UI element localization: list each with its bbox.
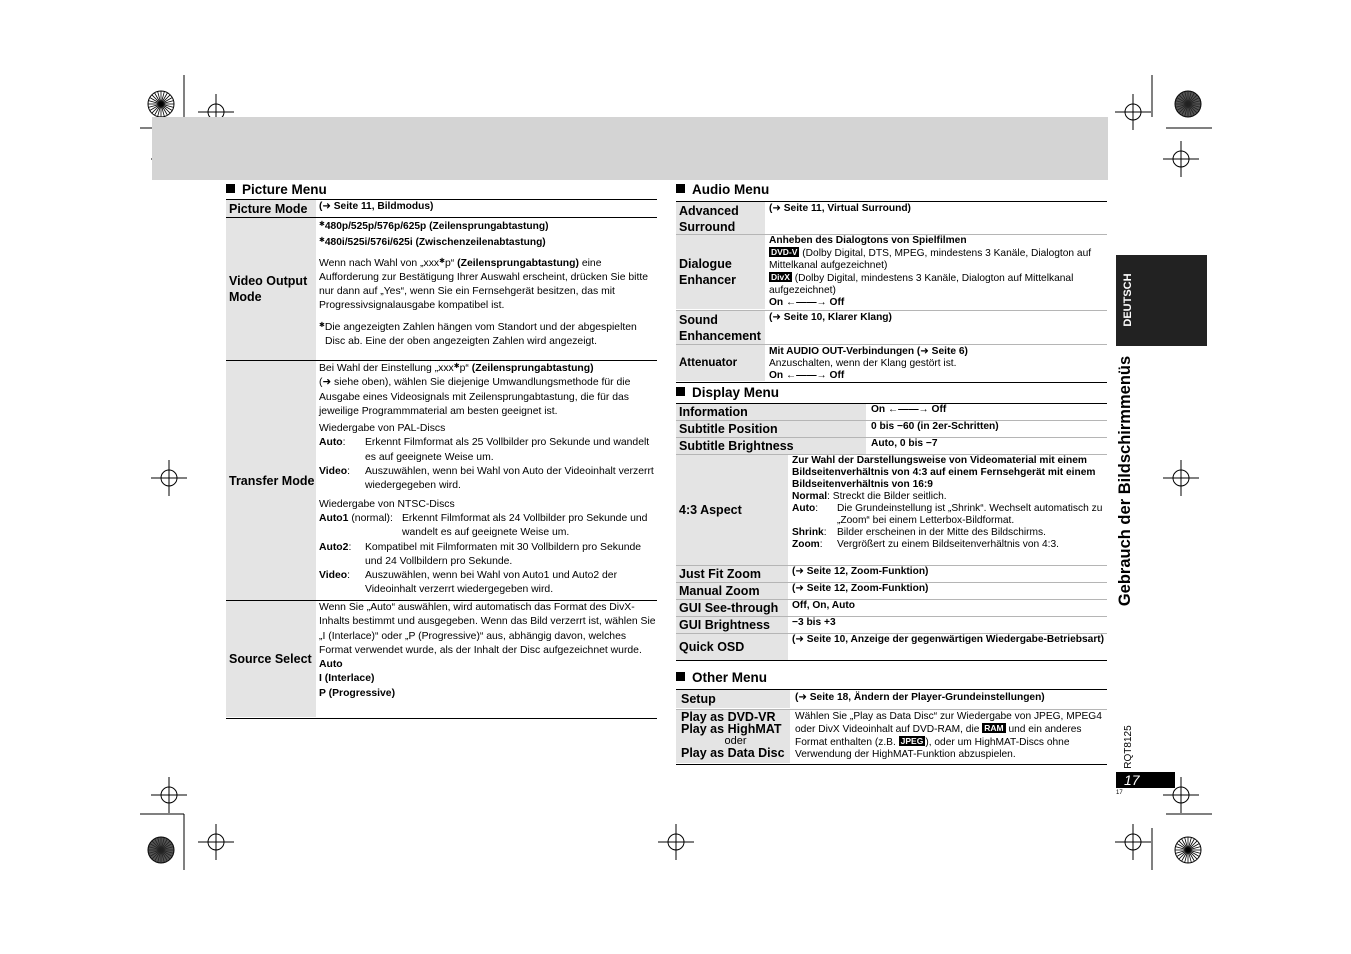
video-output-option-progressive: 480p/525p/576p/625p (Zeilensprungabtastung) (324, 221, 549, 232)
ntsc-heading: Wiedergabe von NTSC-Discs (319, 498, 455, 510)
subtitle-position-label: Subtitle Position (676, 421, 866, 437)
pal-heading: Wiedergabe von PAL-Discs (319, 423, 446, 435)
gui-brightness-label: GUI Brightness (676, 617, 788, 633)
pal-video-row: Video: Auszuwählen, wenn bei Wahl von Auto der Videoinhalt verzerrt wiedergegeben wird. (319, 466, 654, 492)
dialogue-enhancer-label: Dialogue Enhancer (676, 235, 765, 309)
jpeg-badge: JPEG (900, 736, 924, 746)
video-output-note: ✱Die angezeigten Zahlen hängen vom Standort und der abgespielten Disc ab. Eine der oben angezeigten Zahlen wird angezeigt. (319, 321, 637, 348)
header-band (152, 117, 1108, 180)
attenuator-label: Attenuator (676, 345, 765, 381)
ntsc-auto2-row: Auto2: Kompatibel mit Filmformaten mit 30 Vollbildern pro Sekunde und 24 Vollbildern pro Sekunde. (319, 541, 642, 567)
doc-code: RQT8125 (1123, 725, 1134, 769)
ntsc-auto1-row: Auto1 (normal): Erkennt Filmformat als 24 Vollbilder pro Sekunde und wandelt es auf geeignete Weise um. (319, 512, 648, 539)
video-output-mode-label: Video Output Mode (226, 218, 316, 360)
language-tab-label: DEUTSCH (1122, 273, 1134, 327)
transfer-mode-label: Transfer Mode (226, 361, 316, 600)
aspect-label: 4:3 Aspect (676, 455, 788, 565)
play-as-label (676, 710, 790, 763)
information-label: Information (676, 404, 866, 420)
manual-zoom-value: (➜ Seite 12, Zoom-Funktion) (792, 583, 929, 594)
pal-auto-row: Auto: Erkennt Filmformat als 25 Vollbilder pro Sekunde und wandelt es auf geeignete Weise um. (319, 437, 650, 463)
picture-mode-label: Picture Mode (226, 200, 316, 217)
square-bullet-icon (676, 387, 685, 396)
play-as-description: Wählen Sie „Play as Data Disc“ zur Wiedergabe von JPEG, MPEG4 oder DivX Videoinhalt auf DVD-RAM, die RAM und ein anderes Format enthalten (z.B. JPEG ), oder um HighMAT-Discs ohne Verwendung der HighMAT-Funktion abzuspielen. (795, 711, 1102, 760)
source-option-progressive: P (Progressive) (319, 687, 396, 699)
attenuator-onoff: On ←——→ Off (769, 370, 845, 381)
attenuator-content: Mit AUDIO OUT-Verbindungen (➜ Seite 6) Anzuschalten, wenn der Klang gestört ist. On ←——→ Off (769, 346, 1107, 382)
subtitle-position-value: 0 bis −60 (in 2er-Schritten) (871, 421, 999, 432)
dialogue-enhancer-content: Anheben des Dialogtons von Spielfilmen DVD-V (Dolby Digital, DTS, MPEG, mindestens 3 Kanäle, Dialogton auf Mittelkanal aufgezeichnet) DivX (Dolby Digital, mindestens 3 Kanäle, Dialogton auf Mittelkanal aufgezeichnet) On ←——→ Off (769, 235, 1107, 309)
square-bullet-icon (226, 184, 235, 193)
dialogue-onoff: On ←——→ Off (769, 297, 845, 308)
play-as-data-disc: Play as Data Disc (681, 746, 785, 760)
sound-enhancement-value: (➜ Seite 10, Klarer Klang) (769, 312, 892, 323)
setup-value: (➜ Seite 18, Ändern der Player-Grundeinstellungen) (795, 692, 1045, 703)
manual-zoom-label: Manual Zoom (676, 583, 788, 599)
source-option-auto: Auto (319, 659, 343, 671)
dvd-v-badge: DVD-V (771, 247, 798, 257)
subtitle-brightness-label: Subtitle Brightness (676, 438, 866, 454)
divx-badge: DivX (771, 272, 790, 282)
source-select-label: Source Select (226, 601, 316, 717)
setup-label: Setup (676, 690, 790, 708)
video-output-mode-content: ✱480p/525p/576p/625p (Zeilensprungabtastung) ✱480i/525i/576i/625i (Zwischenzeilenabtastung) Wenn nach Wahl von „xxx✱p“ (Zeilensprungabtastung) eine Aufforderung zur Bestätigung Ihrer Auswahl erscheint, drücken Sie bitte nur dann auf „Yes“, wenn Sie ein Fernsehgerät besitzen, das mit Progressivsignalausgabe kompatibel ist. ✱Die angezeigten Zahlen hängen vom Standort und der abgespielten Disc ab. Eine der oben angezeigten Zahlen wird angezeigt. (319, 218, 657, 349)
video-output-option-interlace: 480i/525i/576i/625i (Zwischenzeilenabtastung) (324, 237, 546, 249)
aspect-content: Zur Wahl der Darstellungsweise von Videomaterial mit einem Bildseitenverhältnis von 4:3 auf einem Fernsehgerät mit einem Bildseitenverhältnis von 16:9 Normal: Streckt die Bilder seitlich. Auto: Die Grundeinstellung ist „Shrink“. Wechselt automatisch zu „Zoom“ bei einem Letterbox-Bildformat. Shrink: Bilder erscheinen in der Mitte des Bildschirms. Zoom: Vergrößert zu einem Bildseitenverhältnis von 4:3. (792, 455, 1103, 550)
square-bullet-icon (676, 672, 685, 681)
quick-osd-value: (➜ Seite 10, Anzeige der gegenwärtigen Wiedergabe-Betriebsart) (792, 634, 1105, 645)
source-select-content: Wenn Sie „Auto“ auswählen, wird automatisch das Format des DivX-Inhalts bestimmt und ausgegeben. Wenn das Bild verzerrt ist, wählen Sie „I (Interlace)“ oder „P (Progressive)“ aus, abhängig davon, welches Format verwendet wurde, als der Inhalt der Disc aufgezeichnet wurde. Auto I (Interlace) P (Progressive) (319, 601, 657, 701)
language-tab (1116, 255, 1207, 346)
gui-see-through-value: Off, On, Auto (792, 600, 855, 611)
transfer-mode-content (319, 360, 657, 598)
play-as-dvd-vr: Play as DVD-VR (681, 710, 776, 724)
advanced-surround-value: (➜ Seite 11, Virtual Surround) (769, 203, 911, 214)
ram-badge: RAM (984, 723, 1004, 733)
source-option-interlace: I (Interlace) (319, 673, 375, 685)
page-number: 17 (1124, 772, 1140, 788)
transfer-intro: Bei Wahl der Einstellung „xxx✱p“ (Zeilensprungabtastung) (➜ siehe oben), wählen Sie diejenige Umwandlungsmethode für die Ausgabe eines Videosignals mit Zeilensprungabtastung, die für das jeweilige Programmmaterial am besten geeignet ist. (319, 363, 631, 417)
picture-menu-title: Picture Menu (226, 182, 327, 197)
subtitle-brightness-value: Auto, 0 bis −7 (871, 438, 938, 449)
other-menu-title: Other Menu (676, 670, 767, 685)
just-fit-zoom-label: Just Fit Zoom (676, 566, 788, 582)
ntsc-video-row: Video: Auszuwählen, wenn bei Wahl von Auto1 und Auto2 der Videoinhalt verzerrt wiedergegeben wird. (319, 570, 618, 596)
gui-brightness-value: −3 bis +3 (792, 617, 836, 628)
sound-enhancement-label: Sound Enhancement (676, 311, 765, 344)
just-fit-zoom-value: (➜ Seite 12, Zoom-Funktion) (792, 566, 929, 577)
vertical-section-title: Gebrauch der Bildschirmmenüs (1116, 355, 1134, 607)
play-as-highmat: Play as HighMAT (681, 722, 782, 736)
information-value: On ←——→ Off (871, 404, 947, 415)
picture-mode-value: (➜ Seite 11, Bildmodus) (319, 201, 434, 212)
play-as-or: oder (724, 735, 747, 747)
square-bullet-icon (676, 184, 685, 193)
video-output-description: Wenn nach Wahl von „xxx✱p“ (Zeilensprungabtastung) eine Aufforderung zur Bestätigung Ihrer Auswahl erscheint, drücken Sie bitte nur dann auf „Yes“, wenn Sie ein Fernsehgerät besitzen, das mit Progressivsignalausgabe kompatibel ist. (319, 257, 649, 312)
footer-small: 17 (1116, 790, 1123, 796)
gui-see-through-label: GUI See-through (676, 600, 788, 616)
display-menu-title: Display Menu (676, 385, 779, 400)
quick-osd-label: Quick OSD (676, 634, 788, 660)
audio-menu-title: Audio Menu (676, 182, 769, 197)
advanced-surround-label: Advanced Surround (676, 202, 765, 234)
